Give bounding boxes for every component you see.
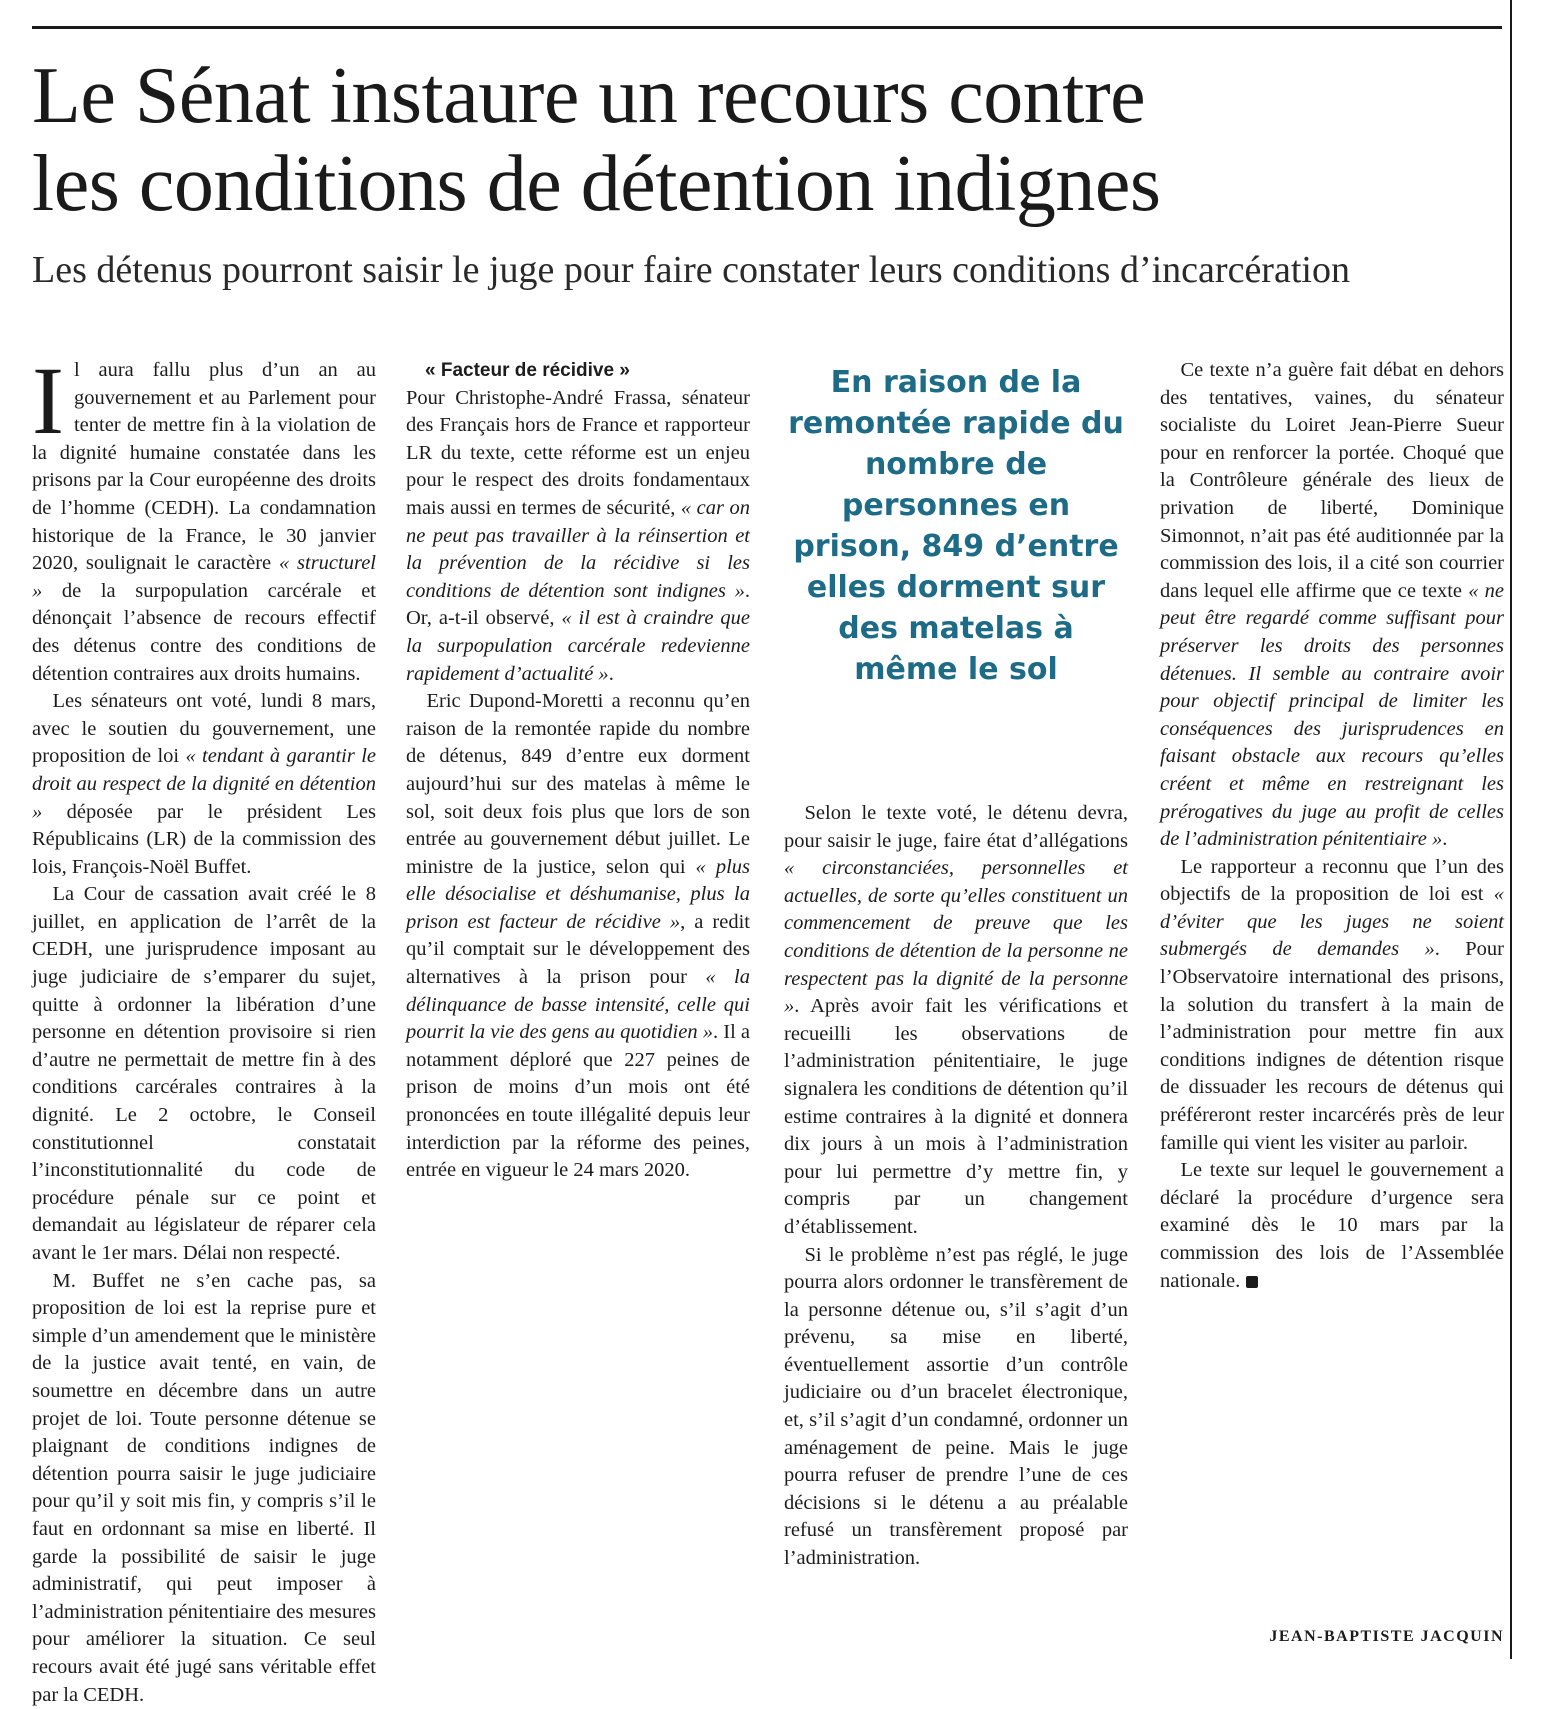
paragraph-5: Pour Christophe-André Frassa, sénateur des Français hors de France et rapporteur LR du texte, cette réforme est un enjeu pour le respect des droits fondamentaux mais aussi en termes de sécurité, « car on ne peut pas travailler à la réinsertion et la prévention de la récidive si les conditions de détention sont indignes ». Or, a-t-il observé, « il est à craindre que la surpopulation carcérale redevienne rapidement d’actualité ». <box>406 386 750 685</box>
headline-line-2: les conditions de détention indignes <box>32 140 1161 228</box>
paragraph-3: La Cour de cassation avait créé le 8 juillet, en application de l’arrêt de la CEDH, une jurisprudence imposant au juge judiciaire de s’emparer du sujet, quitte à ordonner la libération d’une personne en détention provisoire si rien d’autre ne permettait de mettre fin à des conditions carcérales contraires à la dignité. Le 2 octobre, le Conseil constitutionnel constatait l’inconstitutionnalité du code de procédure pénale sur ce point et demandait au législateur de réparer cela avant le 1er mars. Délai non respecté. <box>32 883 376 1264</box>
paragraph-9: Ce texte n’a guère fait débat en dehors des tentatives, vaines, du sénateur socialiste du Loiret Jean-Pierre Sueur pour en renforcer la portée. Choqué que la Contrôleure générale des lieux de privation de liberté, Dominique Simonnot, n’ait pas été auditionnée par la commission des lois, il a cité son courrier dans lequel elle affirme que ce texte « ne peut être regardé comme suffisant pour préserver les droits des personnes détenues. Il semble au contraire avoir pour objectif principal de limiter les conséquences des jurisprudences en faisant obstacle aux recours qu’elles créent et même en restreignant les prérogatives du juge au profit de celles de l’administration pénitentiaire ». <box>1160 359 1504 851</box>
column-rule <box>1510 0 1512 1659</box>
article-column-3 <box>784 800 1128 1657</box>
article-column-1 <box>32 347 376 1706</box>
end-mark-icon <box>1246 1276 1258 1288</box>
headline <box>32 52 1502 228</box>
top-rule <box>32 26 1502 29</box>
drop-cap: I <box>32 347 64 454</box>
subheading: « Facteur de récidive » <box>425 360 630 381</box>
subtitle: Les détenus pourront saisir le juge pour faire constater leurs conditions d’incarcération <box>32 249 1350 291</box>
paragraph-7: Selon le texte voté, le détenu devra, pour saisir le juge, faire état d’allégations « circonstanciées, personnelles et actuelles, de sorte qu’elles constituent un commencement de preuve que les conditions de détention de la personne ne respectent pas la dignité de la personne ». Après avoir fait les vérifications et recueilli les observations de l’administration pénitentiaire, le juge signalera les conditions de détention qu’il estime contraires à la dignité et donnera dix jours à un mois à l’administration pour lui permettre d’y mettre fin, y compris par un changement d’établissement. <box>784 802 1128 1238</box>
article-column-4 <box>1160 357 1504 1657</box>
byline: JEAN-BAPTISTE JACQUIN <box>1269 1628 1504 1645</box>
paragraph-2: Les sénateurs ont voté, lundi 8 mars, avec le soutien du gouvernement, une proposition de loi « tendant à garantir le droit au respect de la dignité en détention » déposée par le président Les Républicains (LR) de la commission des lois, François-Noël Buffet. <box>32 690 376 878</box>
article-column-2 <box>406 357 750 1657</box>
paragraph-1: Il aura fallu plus d’un an au gouvernement et au Parlement pour tenter de mettre fin à la violation de la dignité humaine constatée dans les prisons par la Cour européenne des droits de l’homme (CEDH). La condamnation historique de la France, le 30 janvier 2020, soulignait le caractère « structurel » de la surpopulation carcérale et dénonçait l’absence de recours effectif des détenus contre des conditions de détention contraires aux droits humains. <box>32 347 376 685</box>
paragraph-8: Si le problème n’est pas réglé, le juge pourra alors ordonner le transfèrement de la personne détenue ou, s’il s’agit d’un prévenu, sa mise en liberté, éventuellement assortie d’un contrôle judiciaire ou d’un bracelet électronique, et, s’il s’agit d’un condamné, ordonner un aménagement de peine. Mais le juge pourra refuser de prendre l’une de ces décisions si le détenu a au préalable refusé un transfèrement proposé par l’administration. <box>784 1243 1128 1570</box>
paragraph-4: M. Buffet ne s’en cache pas, sa proposition de loi est la reprise pure et simple d’un amendement que le ministère de la justice avait tenté, en vain, de soumettre en décembre dans un autre projet de loi. Toute personne détenue se plaignant de conditions indignes de détention pourra saisir le juge judiciaire pour qu’il y soit mis fin, y compris s’il le faut en ordonnant sa mise en liberté. Il garde la possibilité de saisir le juge administratif, qui peut imposer à l’administration pénitentiaire des mesures pour améliorer la situation. Ce seul recours avait été jugé sans véritable effet par la CEDH. <box>32 1269 376 1706</box>
paragraph-10: Le rapporteur a reconnu que l’un des objectifs de la proposition de loi est « d’éviter que les juges ne soient submergés de demandes ». Pour l’Observatoire international des prisons, la solution du transfert à la main de l’administration pour mettre fin aux conditions indignes de détention risque de dissuader les recours de détenus qui préféreront rester incarcérés près de leur famille qui vient les visiter au parloir. <box>1160 855 1504 1154</box>
pull-quote: En raison de la remontée rapide du nombre de personnes en prison, 849 d’entre elles dorment sur des matelas à même le sol <box>788 365 1124 687</box>
headline-line-1: Le Sénat instaure un recours contre <box>32 52 1146 140</box>
paragraph-6: Eric Dupond-Moretti a reconnu qu’en raison de la remontée rapide du nombre de détenus, 849 d’entre eux dorment aujourd’hui sur des matelas à même le sol, soit deux fois plus que lors de son entrée au gouvernement début juillet. Le ministre de la justice, selon qui « plus elle désocialise et déshumanise, plus la prison est facteur de récidive », a redit qu’il comptait sur le développement des alternatives à la prison pour « la délinquance de basse intensité, celle qui pourrit la vie des gens au quotidien ». Il a notamment déploré que 227 peines de prison de moins d’un mois ont été prononcées en toute illégalité depuis leur interdiction par la réforme des peines, entrée en vigueur le 24 mars 2020. <box>406 690 751 1182</box>
paragraph-11: Le texte sur lequel le gouvernement a déclaré la procédure d’urgence sera examiné dès le 10 mars par la commission des lois de l’Assemblée nationale. <box>1160 1159 1504 1292</box>
